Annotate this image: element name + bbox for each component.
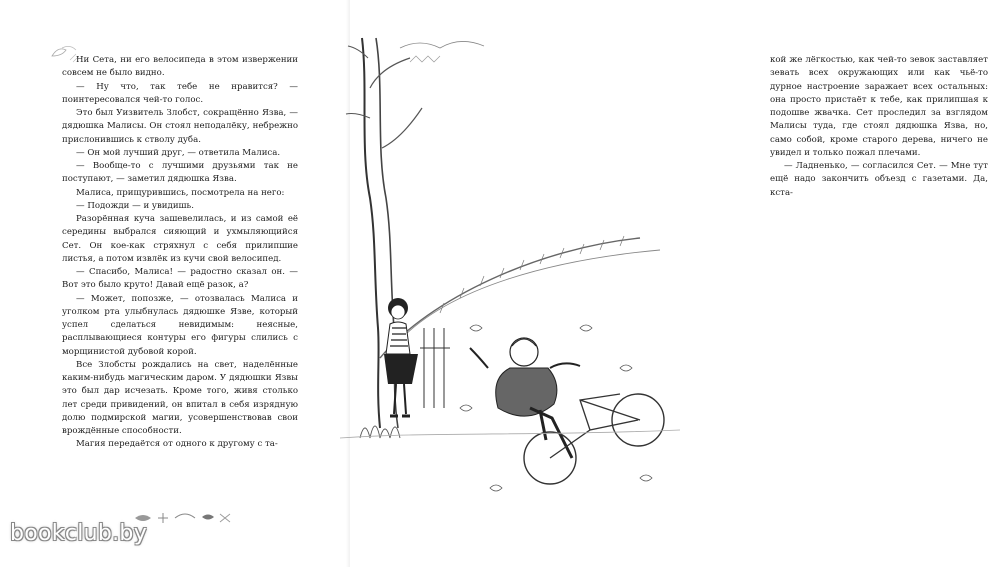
paragraph: — Спасибо, Малиса! — радостно сказал он. — Вот это было круто! Давай ещё разок, а? <box>62 267 298 291</box>
paragraph: — Вообще-то с лучшими друзьями так не поступают, — заметил дядюшка Язва. <box>62 161 298 185</box>
left-page <box>0 0 350 567</box>
paragraph: кой же лёгкостью, как чей-то зевок заставляет зевать всех окружающих или как чьё-то дурное настроение заражает всех остальных: она просто пристаёт к тебе, как прилипшая к подошве жвачка. Сет проследил за взглядом Малисы туда, где стоял дядюшка Язва, но, само собой, кроме старого дерева, ничего не увидел и только пожал плечами. <box>770 55 988 158</box>
paragraph: Ни Сета, ни его велосипеда в этом извержении совсем не было видно. <box>62 55 298 79</box>
paragraph: Малиса, прищурившись, посмотрела на него: <box>76 187 285 198</box>
paragraph: — Может, попозже, — отозвалась Малиса и уголком рта улыбнулась дядюшке Язве, который успел сделаться невидимым: неясные, расплывающиеся контуры его фигуры слились с морщинистой дубовой корой. <box>62 293 298 357</box>
paragraph: Магия передаётся от одного к другому с та- <box>76 439 278 450</box>
site-watermark: bookclub.by <box>10 521 148 546</box>
left-page-text <box>62 54 298 452</box>
paragraph: — Ну что, так тебе не нравится? — поинтересовался чей-то голос. <box>62 81 298 105</box>
paragraph: Это был Уизвитель Злобст, сокращённо Язва, — дядюшка Малисы. Он стоял неподалёку, небрежно прислонившись к стволу дуба. <box>62 108 298 145</box>
paragraph: Разорённая куча зашевелилась, и из самой её середины выбрался сияющий и ухмыляющийся Сет. Он кое-как стряхнул с себя прилипшие листья, а потом извлёк из кучи свой велосипед. <box>62 214 298 264</box>
illustration-girl-and-boy-on-bicycle <box>340 28 700 508</box>
paragraph: — Он мой лучший друг, — ответила Малиса. <box>76 147 281 158</box>
paragraph: — Ладненько, — согласился Сет. — Мне тут ещё надо закончить объезд с газетами. Да, кста- <box>770 161 988 198</box>
right-page-text <box>770 54 988 200</box>
paragraph: — Подожди — и увидишь. <box>76 200 194 211</box>
paragraph: Все Злобсты рождались на свет, наделённые каким-нибудь магическим даром. У дядюшки Язвы это был дар исчезать. Кроме того, живя столько лет среди привидений, он впитал в себя изрядную долю подмирской магии, усовершенствовав свои врождённые способности. <box>62 359 298 436</box>
